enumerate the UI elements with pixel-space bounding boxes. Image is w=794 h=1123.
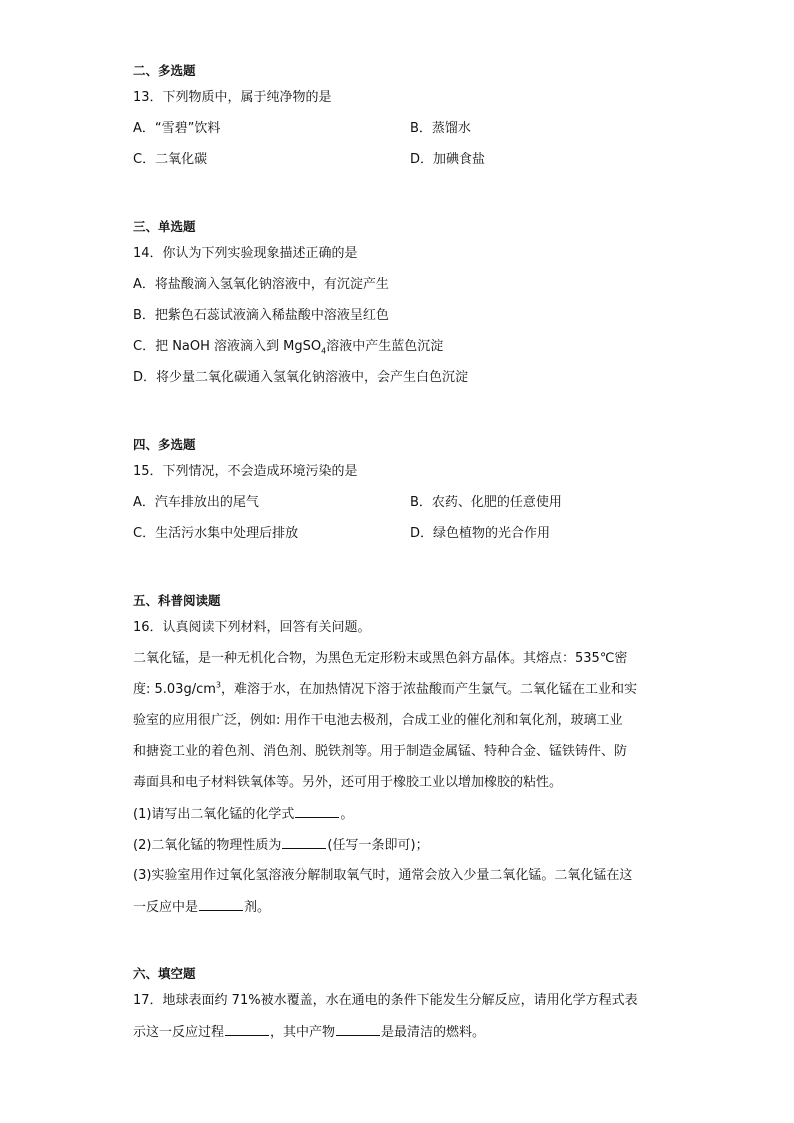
- passage-line: 毒面具和电子材料铁氧体等。另外，还可用于橡胶工业以增加橡胶的粘性。: [133, 775, 563, 790]
- q14-option-a: A．将盐酸滴入氢氧化钠溶液中，有沉淀产生: [133, 277, 389, 292]
- question-17-line: [133, 1023, 485, 1042]
- passage-text-end: ，难溶于水，在加热情况下溶于浓盐酸而产生氯气。二氧化锰在工业和实: [221, 682, 638, 697]
- q14-option-d: D．将少量二氧化碳通入氢氧化钠溶液中，会产生白色沉淀: [133, 370, 469, 385]
- q13-option-c: C．二氧化碳: [133, 152, 208, 167]
- q14-option-b: B．把紫色石蕊试液滴入稀盐酸中溶液呈红色: [133, 308, 389, 323]
- section-heading: 四、多选题: [133, 437, 196, 452]
- question-14-stem: 14．你认为下列实验现象描述正确的是: [133, 246, 358, 261]
- subquestion-text: 一反应中是: [133, 900, 199, 915]
- subquestion-text-end: 。: [340, 807, 354, 822]
- answer-blank[interactable]: [225, 1023, 269, 1036]
- subquestion-3-cont: [133, 898, 270, 917]
- subquestion-text: (2)二氧化锰的物理性质为: [133, 838, 282, 853]
- subquestion-text: (1)请写出二氧化锰的化学式: [133, 807, 295, 822]
- passage-line: 二氧化锰，是一种无机化合物，为黑色无定形粉末或黑色斜方晶体。其熔点：535℃密: [133, 651, 628, 666]
- section-heading: 五、科普阅读题: [133, 593, 221, 608]
- passage-line: 验室的应用很广泛，例如: 用作干电池去极剂，合成工业的催化剂和氧化剂，玻璃工业: [133, 713, 623, 728]
- question-17-line: 17．地球表面约 71%被水覆盖，水在通电的条件下能发生分解反应，请用化学方程式表: [133, 993, 638, 1008]
- question-text-mid: ，其中产物: [270, 1025, 336, 1040]
- q13-option-d: D．加碘食盐: [410, 152, 486, 167]
- section-heading: 二、多选题: [133, 63, 196, 78]
- q14-option-c-text-end: 溶液中产生蓝色沉淀: [326, 339, 444, 354]
- question-15-stem: 15．下列情况，不会造成环境污染的是: [133, 464, 358, 479]
- answer-blank[interactable]: [295, 805, 339, 818]
- superscript: 3: [215, 680, 221, 690]
- question-text: 示这一反应过程: [133, 1025, 225, 1040]
- q13-option-a: A．“雪碧”饮料: [133, 121, 221, 136]
- subscript: 4: [321, 346, 327, 356]
- passage-line: [133, 681, 637, 699]
- q13-option-b: B．蒸馏水: [410, 121, 471, 136]
- q15-option-d: D．绿色植物的光合作用: [410, 526, 551, 541]
- q15-option-c: C．生活污水集中处理后排放: [133, 526, 299, 541]
- answer-blank[interactable]: [282, 836, 326, 849]
- question-16-stem: 16．认真阅读下列材料，回答有关问题。: [133, 620, 371, 635]
- subquestion-3: (3)实验室用作过氧化氢溶液分解制取氧气时，通常会放入少量二氧化锰。二氧化锰在这: [133, 868, 633, 883]
- answer-blank[interactable]: [336, 1023, 380, 1036]
- q14-option-c: [133, 338, 443, 356]
- q15-option-b: B．农药、化肥的任意使用: [410, 495, 562, 510]
- passage-line: 和搪瓷工业的着色剂、消色剂、脱铁剂等。用于制造金属锰、特种合金、锰铁铸件、防: [133, 744, 628, 759]
- q14-option-c-text: C．把 NaOH 溶液滴入到 MgSO: [133, 339, 322, 354]
- section-heading: 六、填空题: [133, 966, 196, 981]
- question-text-end: 是最清洁的燃料。: [381, 1025, 486, 1040]
- section-heading: 三、单选题: [133, 219, 196, 234]
- question-13-stem: 13．下列物质中，属于纯净物的是: [133, 90, 332, 105]
- subquestion-2: [133, 836, 429, 855]
- subquestion-1: [133, 805, 353, 824]
- q15-option-a: A．汽车排放出的尾气: [133, 495, 259, 510]
- subquestion-text-end: (任写一条即可)；: [327, 838, 429, 853]
- passage-text: 度: 5.03g/cm: [133, 682, 216, 697]
- answer-blank[interactable]: [199, 898, 243, 911]
- subquestion-text-end: 剂。: [244, 900, 271, 915]
